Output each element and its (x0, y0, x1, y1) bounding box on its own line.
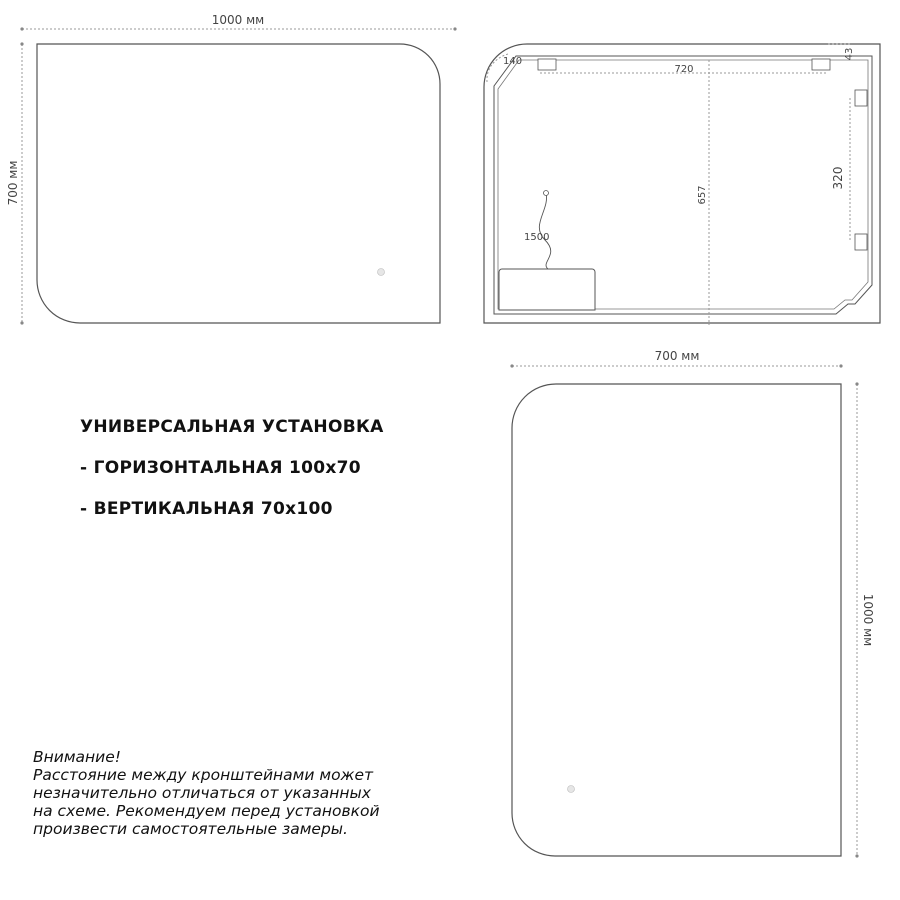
install-title: УНИВЕРСАЛЬНАЯ УСТАНОВКА (80, 417, 384, 437)
mirror-outline-vertical (512, 384, 841, 856)
touch-sensor-icon-vertical (568, 786, 575, 793)
vertical-height-label: 1000 мм (861, 593, 875, 647)
back-view (484, 44, 880, 325)
vertical-width-label: 700 мм (654, 349, 700, 363)
touch-sensor-icon (378, 269, 385, 276)
install-vertical: - ВЕРТИКАЛЬНАЯ 70x100 (80, 499, 333, 519)
center-height-label: 657 (697, 185, 708, 205)
warning-line-1: Расстояние между кронштейнами может (33, 766, 374, 784)
side-bracket-top (855, 90, 867, 106)
side-bracket-bottom (855, 234, 867, 250)
power-supply-box (499, 269, 595, 310)
install-horizontal: - ГОРИЗОНТАЛЬНАЯ 100x70 (80, 458, 361, 478)
warning-title: Внимание! (33, 748, 121, 766)
power-cable (539, 193, 550, 269)
mirror-outline-horizontal (37, 44, 440, 323)
warning-line-2: незначительно отличаться от указанных (33, 784, 371, 802)
vertical-view (510, 349, 875, 858)
cable-length-label: 1500 (524, 232, 550, 243)
warning-line-3: на схеме. Рекомендуем перед установкой (33, 802, 380, 820)
top-gap-label: 43 (844, 47, 855, 61)
front-height-label: 700 мм (6, 160, 20, 206)
edge-offset-label: 140 (503, 56, 523, 67)
top-bracket-right (812, 59, 830, 70)
front-width-label: 1000 мм (211, 13, 265, 27)
top-bracket-left (538, 59, 556, 70)
warning-line-4: произвести самостоятельные замеры. (33, 820, 348, 838)
bracket-span-label: 720 (674, 64, 694, 75)
front-view-horizontal (6, 13, 457, 325)
side-span-label: 320 (831, 166, 845, 190)
warning-note (33, 748, 473, 838)
